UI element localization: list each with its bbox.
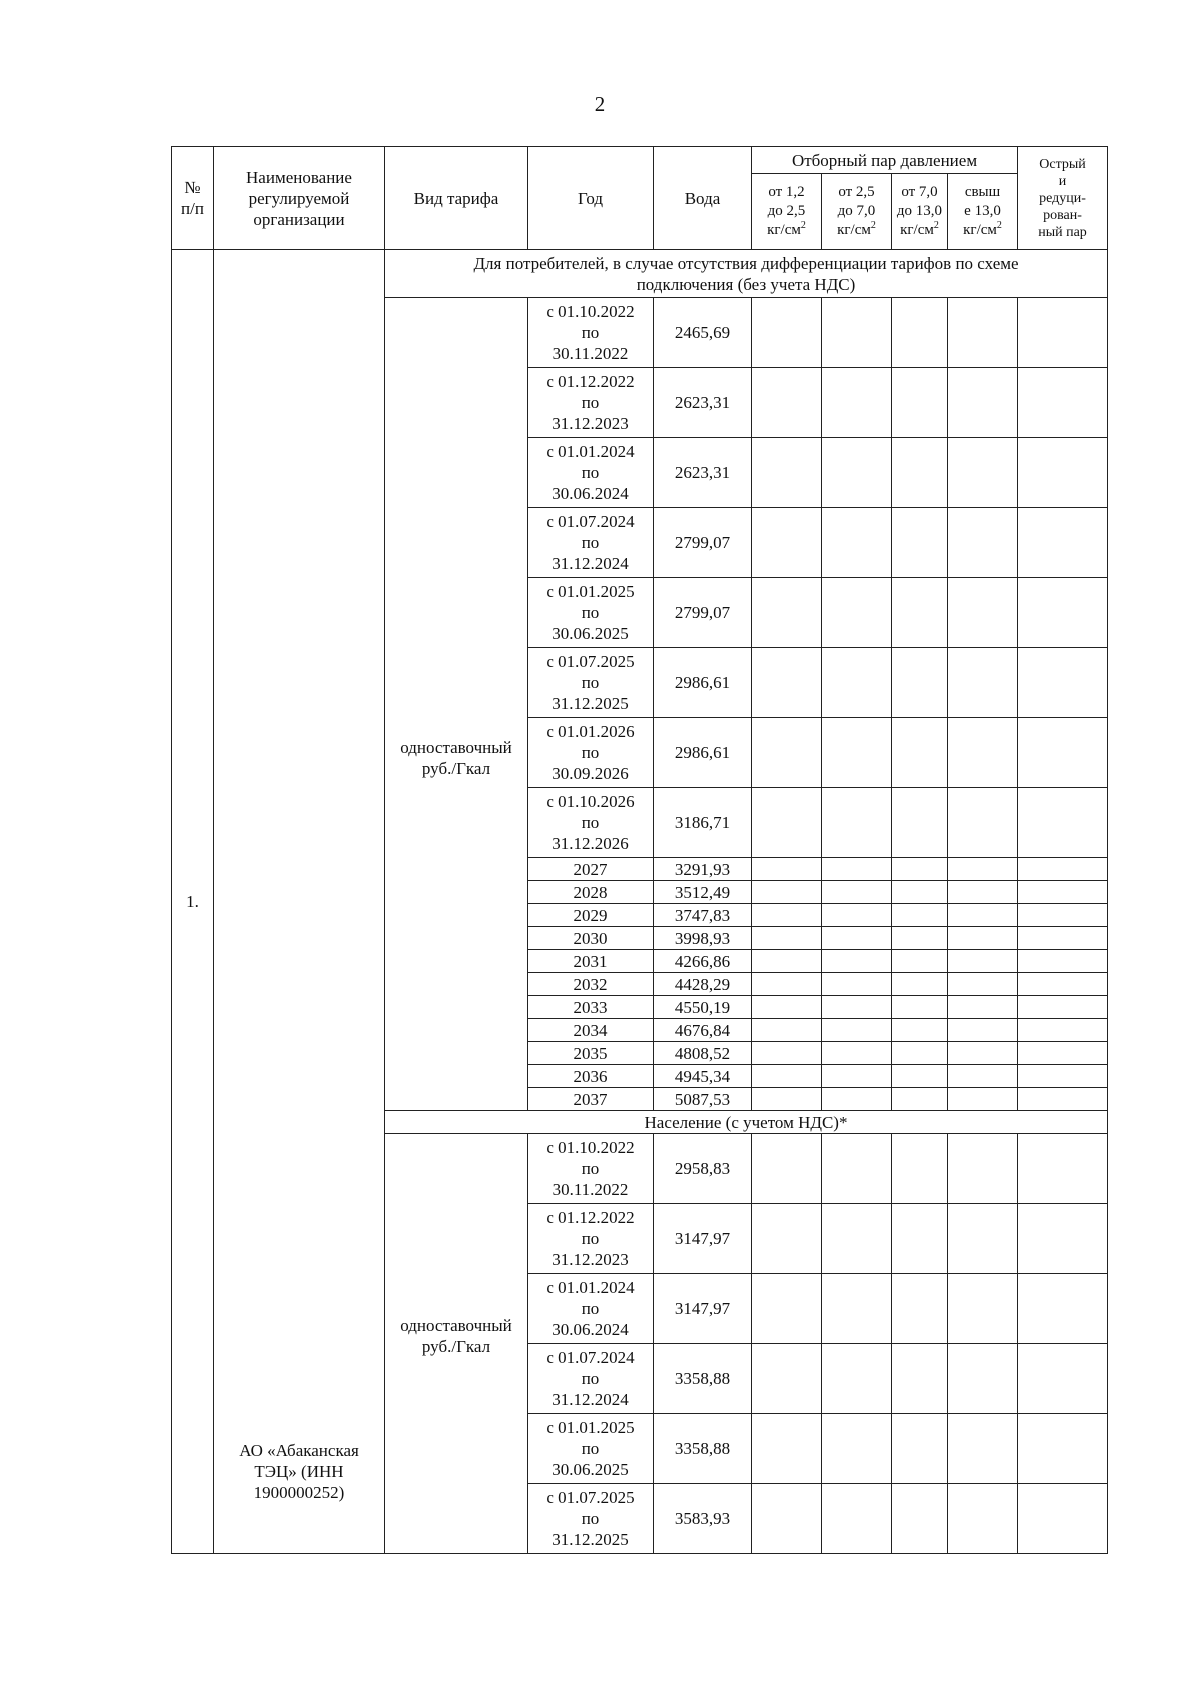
empty-cell	[1018, 1414, 1108, 1484]
year-cell: 2028	[528, 881, 654, 904]
period-cell: с 01.10.2022 по 30.11.2022	[528, 298, 654, 368]
water-value: 3186,71	[654, 788, 752, 858]
empty-cell	[822, 973, 892, 996]
empty-cell	[1018, 788, 1108, 858]
header-steam-col-1	[752, 174, 822, 250]
empty-cell	[752, 1484, 822, 1554]
empty-cell	[822, 1065, 892, 1088]
unit-superscript: 2	[933, 220, 939, 231]
empty-cell	[1018, 368, 1108, 438]
empty-cell	[892, 950, 948, 973]
empty-cell	[752, 718, 822, 788]
empty-cell	[752, 858, 822, 881]
empty-cell	[1018, 1065, 1108, 1088]
year-cell: 2034	[528, 1019, 654, 1042]
empty-cell	[752, 1274, 822, 1344]
empty-cell	[752, 1414, 822, 1484]
empty-cell	[752, 1344, 822, 1414]
year-cell: 2035	[528, 1042, 654, 1065]
empty-cell	[822, 1042, 892, 1065]
water-value: 2799,07	[654, 508, 752, 578]
empty-cell	[892, 1414, 948, 1484]
section-row	[172, 250, 1108, 298]
empty-cell	[752, 996, 822, 1019]
water-value: 3583,93	[654, 1484, 752, 1554]
empty-cell	[1018, 718, 1108, 788]
empty-cell	[948, 1134, 1018, 1204]
empty-cell	[822, 1274, 892, 1344]
empty-cell	[822, 927, 892, 950]
empty-cell	[948, 1344, 1018, 1414]
empty-cell	[822, 996, 892, 1019]
page-number: 2	[594, 92, 606, 116]
empty-cell	[892, 1204, 948, 1274]
empty-cell	[822, 881, 892, 904]
empty-cell	[892, 858, 948, 881]
empty-cell	[948, 1088, 1018, 1111]
tariff-type: одноставочный руб./Гкал	[385, 298, 528, 1111]
empty-cell	[752, 508, 822, 578]
empty-cell	[892, 927, 948, 950]
section-title-population: Население (с учетом НДС)*	[385, 1111, 1108, 1134]
empty-cell	[752, 438, 822, 508]
empty-cell	[752, 1204, 822, 1274]
empty-cell	[948, 973, 1018, 996]
empty-cell	[948, 1414, 1018, 1484]
header-organization: Наименование регулируемой организации	[214, 147, 385, 250]
water-value: 2986,61	[654, 648, 752, 718]
water-value: 3147,97	[654, 1274, 752, 1344]
empty-cell	[892, 1484, 948, 1554]
empty-cell	[822, 904, 892, 927]
year-cell: 2027	[528, 858, 654, 881]
empty-cell	[892, 1065, 948, 1088]
empty-cell	[892, 438, 948, 508]
header-steam-col-label: от 1,2 до 2,5 кг/см	[767, 184, 806, 238]
empty-cell	[752, 1042, 822, 1065]
empty-cell	[948, 904, 1018, 927]
empty-cell	[822, 578, 892, 648]
empty-cell	[892, 1019, 948, 1042]
period-cell: с 01.07.2025 по 31.12.2025	[528, 648, 654, 718]
empty-cell	[822, 508, 892, 578]
water-value: 3998,93	[654, 927, 752, 950]
water-value: 4808,52	[654, 1042, 752, 1065]
period-cell: с 01.01.2025 по 30.06.2025	[528, 578, 654, 648]
empty-cell	[892, 788, 948, 858]
period-cell: с 01.12.2022 по 31.12.2023	[528, 368, 654, 438]
unit-superscript: 2	[870, 220, 876, 231]
water-value: 2623,31	[654, 368, 752, 438]
empty-cell	[1018, 1019, 1108, 1042]
empty-cell	[1018, 1274, 1108, 1344]
empty-cell	[822, 1484, 892, 1554]
water-value: 2958,83	[654, 1134, 752, 1204]
empty-cell	[1018, 950, 1108, 973]
empty-cell	[892, 648, 948, 718]
empty-cell	[948, 996, 1018, 1019]
empty-cell	[948, 1042, 1018, 1065]
empty-cell	[892, 718, 948, 788]
empty-cell	[1018, 1204, 1108, 1274]
water-value: 4676,84	[654, 1019, 752, 1042]
empty-cell	[948, 788, 1018, 858]
empty-cell	[1018, 1088, 1108, 1111]
empty-cell	[948, 950, 1018, 973]
empty-cell	[1018, 1134, 1108, 1204]
period-cell: с 01.01.2025 по 30.06.2025	[528, 1414, 654, 1484]
empty-cell	[1018, 648, 1108, 718]
unit-superscript: 2	[800, 220, 806, 231]
water-value: 4428,29	[654, 973, 752, 996]
organization-name: АО «Абаканская ТЭЦ» (ИНН 1900000252)	[214, 250, 385, 1554]
empty-cell	[752, 881, 822, 904]
empty-cell	[1018, 438, 1108, 508]
water-value: 5087,53	[654, 1088, 752, 1111]
water-value: 3291,93	[654, 858, 752, 881]
empty-cell	[948, 298, 1018, 368]
empty-cell	[822, 858, 892, 881]
header-steam-col-3	[892, 174, 948, 250]
water-value: 3147,97	[654, 1204, 752, 1274]
period-cell: с 01.10.2026 по 31.12.2026	[528, 788, 654, 858]
empty-cell	[892, 578, 948, 648]
empty-cell	[892, 973, 948, 996]
empty-cell	[892, 1274, 948, 1344]
empty-cell	[892, 881, 948, 904]
empty-cell	[948, 1065, 1018, 1088]
empty-cell	[948, 578, 1018, 648]
empty-cell	[822, 368, 892, 438]
empty-cell	[1018, 508, 1108, 578]
tariff-type: одноставочный руб./Гкал	[385, 1134, 528, 1554]
empty-cell	[892, 1344, 948, 1414]
empty-cell	[948, 368, 1018, 438]
section-title-general: Для потребителей, в случае отсутствия дифференциации тарифов по схеме подключения (без учета НДС)	[385, 250, 1108, 298]
empty-cell	[1018, 881, 1108, 904]
period-cell: с 01.01.2024 по 30.06.2024	[528, 438, 654, 508]
empty-cell	[822, 1134, 892, 1204]
empty-cell	[1018, 578, 1108, 648]
empty-cell	[948, 1484, 1018, 1554]
empty-cell	[948, 927, 1018, 950]
empty-cell	[752, 904, 822, 927]
row-number: 1.	[172, 250, 214, 1554]
empty-cell	[822, 1204, 892, 1274]
empty-cell	[752, 648, 822, 718]
period-cell: с 01.01.2024 по 30.06.2024	[528, 1274, 654, 1344]
empty-cell	[822, 298, 892, 368]
empty-cell	[892, 1042, 948, 1065]
empty-cell	[892, 368, 948, 438]
header-num: № п/п	[172, 147, 214, 250]
empty-cell	[1018, 1344, 1108, 1414]
empty-cell	[892, 508, 948, 578]
water-value: 4945,34	[654, 1065, 752, 1088]
empty-cell	[1018, 904, 1108, 927]
header-tariff-type: Вид тарифа	[385, 147, 528, 250]
year-cell: 2036	[528, 1065, 654, 1088]
empty-cell	[1018, 1042, 1108, 1065]
empty-cell	[822, 1414, 892, 1484]
empty-cell	[892, 298, 948, 368]
water-value: 4550,19	[654, 996, 752, 1019]
period-cell: с 01.01.2026 по 30.09.2026	[528, 718, 654, 788]
empty-cell	[948, 858, 1018, 881]
header-sharp-steam: Острый и редуци- рован- ный пар	[1018, 147, 1108, 250]
period-cell: с 01.10.2022 по 30.11.2022	[528, 1134, 654, 1204]
year-cell: 2030	[528, 927, 654, 950]
empty-cell	[752, 927, 822, 950]
empty-cell	[1018, 927, 1108, 950]
empty-cell	[948, 648, 1018, 718]
empty-cell	[892, 904, 948, 927]
empty-cell	[752, 1019, 822, 1042]
empty-cell	[752, 298, 822, 368]
water-value: 3358,88	[654, 1414, 752, 1484]
period-cell: с 01.07.2024 по 31.12.2024	[528, 1344, 654, 1414]
empty-cell	[948, 718, 1018, 788]
empty-cell	[1018, 996, 1108, 1019]
empty-cell	[822, 950, 892, 973]
water-value: 2799,07	[654, 578, 752, 648]
header-steam-col-label: от 2,5 до 7,0 кг/см	[837, 184, 876, 238]
empty-cell	[1018, 973, 1108, 996]
period-cell: с 01.07.2025 по 31.12.2025	[528, 1484, 654, 1554]
empty-cell	[948, 438, 1018, 508]
empty-cell	[892, 1088, 948, 1111]
period-cell: с 01.12.2022 по 31.12.2023	[528, 1204, 654, 1274]
empty-cell	[752, 788, 822, 858]
year-cell: 2032	[528, 973, 654, 996]
empty-cell	[948, 881, 1018, 904]
water-value: 3747,83	[654, 904, 752, 927]
empty-cell	[752, 1065, 822, 1088]
year-cell: 2029	[528, 904, 654, 927]
water-value: 2986,61	[654, 718, 752, 788]
empty-cell	[892, 996, 948, 1019]
empty-cell	[948, 1019, 1018, 1042]
empty-cell	[948, 1274, 1018, 1344]
water-value: 2465,69	[654, 298, 752, 368]
empty-cell	[752, 1134, 822, 1204]
year-cell: 2031	[528, 950, 654, 973]
water-value: 3358,88	[654, 1344, 752, 1414]
header-water: Вода	[654, 147, 752, 250]
header-steam: Отборный пар давлением	[752, 147, 1018, 174]
empty-cell	[752, 973, 822, 996]
empty-cell	[752, 1088, 822, 1111]
header-steam-col-4	[948, 174, 1018, 250]
empty-cell	[752, 368, 822, 438]
header-steam-col-label: свыш е 13,0 кг/см	[963, 184, 1001, 238]
period-cell: с 01.07.2024 по 31.12.2024	[528, 508, 654, 578]
empty-cell	[822, 788, 892, 858]
water-value: 4266,86	[654, 950, 752, 973]
empty-cell	[1018, 298, 1108, 368]
tariff-table	[171, 146, 1108, 1554]
water-value: 3512,49	[654, 881, 752, 904]
unit-superscript: 2	[996, 220, 1002, 231]
empty-cell	[822, 1019, 892, 1042]
year-cell: 2037	[528, 1088, 654, 1111]
year-cell: 2033	[528, 996, 654, 1019]
empty-cell	[822, 1344, 892, 1414]
empty-cell	[822, 438, 892, 508]
empty-cell	[752, 950, 822, 973]
empty-cell	[948, 508, 1018, 578]
empty-cell	[822, 1088, 892, 1111]
header-steam-col-label: от 7,0 до 13,0 кг/см	[896, 184, 943, 238]
empty-cell	[752, 578, 822, 648]
header-steam-col-2	[822, 174, 892, 250]
empty-cell	[1018, 858, 1108, 881]
empty-cell	[822, 718, 892, 788]
empty-cell	[822, 648, 892, 718]
water-value: 2623,31	[654, 438, 752, 508]
empty-cell	[948, 1204, 1018, 1274]
header-year: Год	[528, 147, 654, 250]
empty-cell	[1018, 1484, 1108, 1554]
empty-cell	[892, 1134, 948, 1204]
